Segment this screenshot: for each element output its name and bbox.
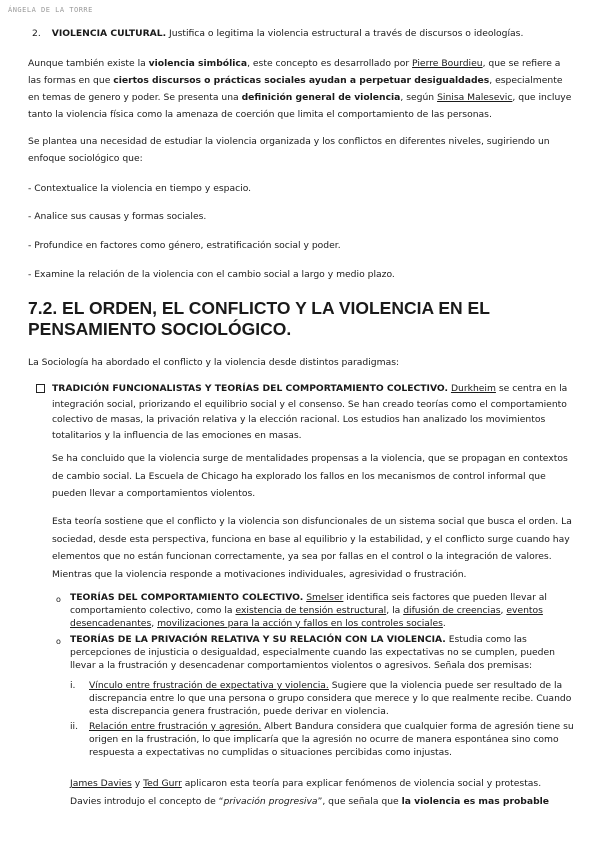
conclusion-paragraph: Se ha concluido que la violencia surge de mentalidades propensas a la violencia, que se propagan en contextos de cambio social. La Escuela de Chicago ha explorado los fallos en los mecanismos de control informal que pueden llevar a comportamientos violentos. xyxy=(52,453,568,499)
text-run: Aunque también existe la xyxy=(28,58,149,69)
premise-number: i. xyxy=(70,680,76,691)
underlined-term: eventos desencadenantes xyxy=(70,604,543,629)
text-run: , xyxy=(500,604,507,616)
premise-number: ii. xyxy=(70,721,79,732)
text-run: Estudia como las percepciones de injusticia o desigualdad, especialmente cuando las expectativas no se cumplen, pueden llevar a la frustración y desencadenar comportamientos violentos o agresivos. Señala dos premisas: xyxy=(70,634,555,671)
bold-term: ciertos discursos o prácticas sociales ayudan a perpetuar desigualdades xyxy=(113,75,490,86)
theory-paragraph: Esta teoría sostiene que el conflicto y la violencia son disfuncionales de un sistema social que busca el orden. La sociedad, desde esta perspectiva, funciona en base al equilibrio y la estabilidad, y el conflicto surge cuando hay elementos que no están funcionan correctamente, ya sea por fallas en el control o la integración de valores. Mientras que la violencia responde a motivaciones individuales, agresividad o frustración. xyxy=(52,516,572,580)
item-2-number: 2. xyxy=(32,28,41,39)
text-run: , la xyxy=(386,604,404,616)
author-link-bourdieu[interactable]: Pierre Bourdieu xyxy=(412,58,483,69)
underlined-term: difusión de creencias xyxy=(403,604,501,616)
text-run: aplicaron esta teoría para explicar fenómenos de violencia social y protestas. Davies introdujo el concepto de “ xyxy=(70,778,542,807)
text-run: , este concepto es desarrollado por xyxy=(247,58,413,69)
list-item: - Contextualice la violencia en tiempo y espacio. xyxy=(28,183,252,194)
collective-behavior-paragraph xyxy=(70,592,574,630)
text-run: Albert Bandura considera que cualquier forma de agresión tiene su origen en la frustración, lo que implicaría que la agresión no ocurre de manera espontánea sino como respuesta a expectativas no cumplidas o situaciones percibidas como injustas. xyxy=(89,721,574,758)
text-run: y xyxy=(131,778,144,789)
checkbox-square-icon xyxy=(36,384,45,393)
bold-term: la violencia es mas probable xyxy=(401,795,550,807)
premise-ii xyxy=(89,721,574,759)
text-run: , que se refiere a las formas en que xyxy=(28,58,561,86)
paragraph-symbolic-violence xyxy=(28,55,573,123)
tradition-paragraph xyxy=(52,381,574,443)
section-intro: La Sociología ha abordado el conflicto y la violencia desde distintos paradigmas: xyxy=(28,357,400,368)
author-link-gurr[interactable]: Ted Gurr xyxy=(143,778,182,789)
list-item: - Examine la relación de la violencia con el cambio social a largo y medio plazo. xyxy=(28,269,395,280)
paragraph-organized-violence: Se plantea una necesidad de estudiar la violencia organizada y los conflictos en diferentes niveles, sugiriendo un enfoque sociológico que: xyxy=(28,136,550,164)
list-item: - Profundice en factores como género, estratificación social y poder. xyxy=(28,240,341,251)
circle-bullet-icon: o xyxy=(56,637,61,646)
item-2-title: VIOLENCIA CULTURAL. xyxy=(51,28,167,39)
page-header-author: ÁNGELA DE LA TORRE xyxy=(8,6,93,14)
text-run: , que incluye tanto la violencia física como la amenaza de coerción que limita el comportamiento de las personas. xyxy=(28,92,572,120)
subsection-title: TEORÍAS DEL COMPORTAMIENTO COLECTIVO. xyxy=(70,592,304,603)
section-title: 7.2. EL ORDEN, EL CONFLICTO Y LA VIOLENCIA EN EL PENSAMIENTO SOCIOLÓGICO. xyxy=(28,298,490,339)
underlined-term: Relación entre frustración y agresión. xyxy=(89,721,262,732)
text-run: Sugiere que la violencia puede ser resultado de la discrepancia entre lo que una persona o grupo considera que merece y lo que realmente recibe. Cuando esta discrepancia genera frustración, puede derivar en violencia. xyxy=(89,680,572,717)
underlined-term: existencia de tensión estructural xyxy=(235,604,387,616)
list-item: - Analice sus causas y formas sociales. xyxy=(28,211,207,222)
premise-i xyxy=(89,680,574,718)
text-run: , según xyxy=(400,92,438,103)
item-2 xyxy=(32,26,572,42)
text-run: . xyxy=(442,617,446,629)
italic-term: privación progresiva xyxy=(223,795,318,807)
author-link-smelser[interactable]: Smelser xyxy=(306,592,344,603)
item-2-text: Justifica o legitima la violencia estructural a través de discursos o ideologías. xyxy=(166,28,524,39)
bold-term: definición general de violencia xyxy=(241,92,401,103)
text-run: , especialmente en temas de genero y poder. Se presenta una xyxy=(28,75,563,103)
bold-term: violencia simbólica xyxy=(148,58,248,69)
circle-bullet-icon: o xyxy=(56,595,61,604)
text-run: , xyxy=(151,617,158,629)
underlined-term: Vínculo entre frustración de expectativa y violencia. xyxy=(89,680,329,691)
author-link-malesevic[interactable]: Sinisa Malesevic xyxy=(437,92,513,103)
author-link-durkheim[interactable]: Durkheim xyxy=(450,383,496,394)
text-run: se centra en la integración social, priorizando el equilibrio social y el consenso. Se han creado teorías como el comportamiento colectivo de masas, la privación relativa y la elección racional. Los estudios han analizado los movimientos totalitarios y la influencia de las emociones en masas. xyxy=(52,383,568,441)
author-link-davies[interactable]: James Davies xyxy=(70,778,132,789)
relative-deprivation-paragraph xyxy=(70,634,574,672)
text-run: identifica seis factores que pueden llevar al comportamiento colectivo, como la xyxy=(70,592,547,616)
tradition-title: TRADICIÓN FUNCIONALISTAS Y TEORÍAS DEL COMPORTAMIENTO COLECTIVO. xyxy=(52,383,449,394)
davies-gurr-paragraph xyxy=(70,775,574,810)
underlined-term: movilizaciones para la acción y fallos en los controles sociales xyxy=(157,617,443,629)
subsection-title: TEORÍAS DE LA PRIVACIÓN RELATIVA Y SU RELACIÓN CON LA VIOLENCIA. xyxy=(70,634,446,645)
text-run: ”, que señala que xyxy=(317,795,402,807)
